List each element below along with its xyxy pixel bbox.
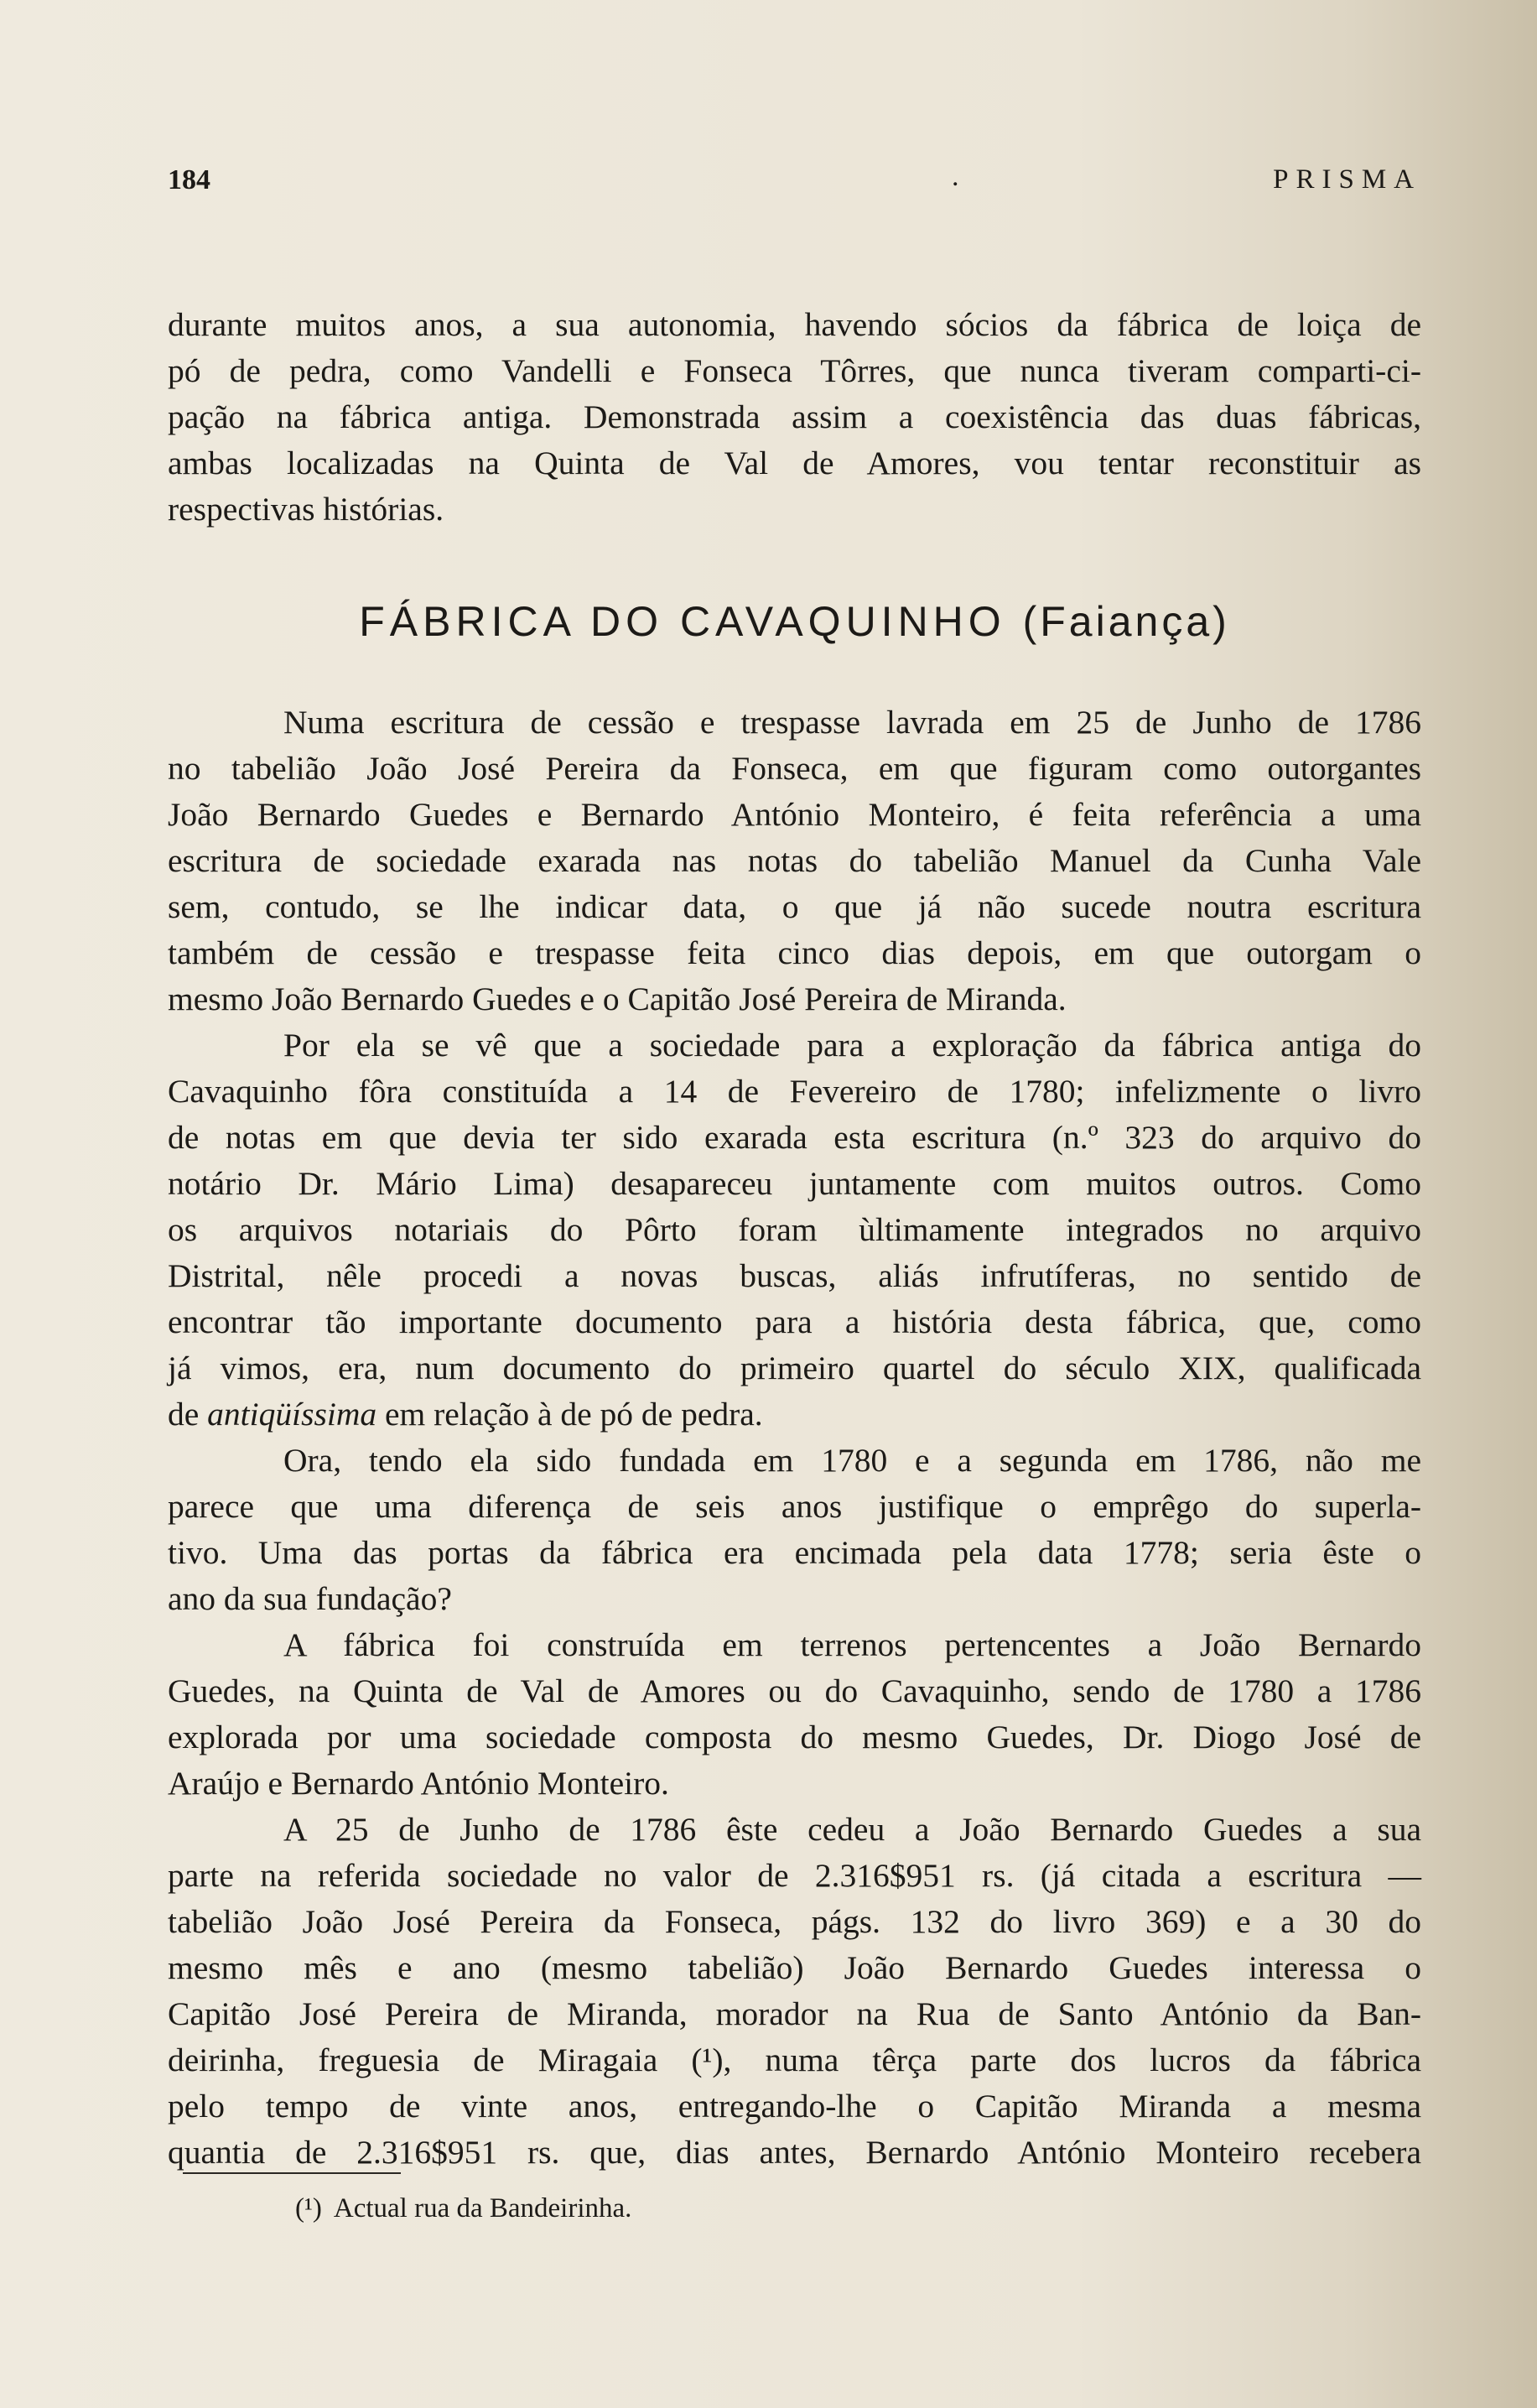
- footnote-divider: [183, 2172, 401, 2174]
- text-fragment: de: [168, 1396, 200, 1433]
- emphasis-word: antiqüíssima: [207, 1396, 377, 1433]
- text-line: já vimos, era, num documento do primeiro quartel do século XIX, qualificada: [168, 1350, 1421, 1386]
- text-line: quantia de 2.316$951 rs. que, dias antes, Bernardo António Monteiro recebera: [168, 2134, 1421, 2171]
- text-line: tivo. Uma das portas da fábrica era encimada pela data 1778; seria êste o: [168, 1534, 1421, 1571]
- text-line: encontrar tão importante documento para a história desta fábrica, que, como: [168, 1303, 1421, 1340]
- text-line: os arquivos notariais do Pôrto foram ùltimamente integrados no arquivo: [168, 1211, 1421, 1248]
- text-line: Numa escritura de cessão e trespasse lavrada em 25 de Junho de 1786: [283, 704, 1421, 741]
- text-line: Cavaquinho fôra constituída a 14 de Fevereiro de 1780; infelizmente o livro: [168, 1073, 1421, 1110]
- text-line: mesmo João Bernardo Guedes e o Capitão José Pereira de Miranda.: [168, 980, 1067, 1017]
- text-line: explorada por uma sociedade composta do mesmo Guedes, Dr. Diogo José de: [168, 1719, 1421, 1755]
- text-line: deirinha, freguesia de Miragaia (¹), numa têrça parte dos lucros da fábrica: [168, 2041, 1421, 2078]
- text-line: durante muitos anos, a sua autonomia, havendo sócios da fábrica de loiça de: [168, 306, 1421, 343]
- text-line: sem, contudo, se lhe indicar data, o que já não sucede noutra escritura: [168, 888, 1421, 925]
- text-line: Por ela se vê que a sociedade para a exploração da fábrica antiga do: [283, 1027, 1421, 1064]
- text-line: ano da sua fundação?: [168, 1580, 452, 1617]
- text-line: Guedes, na Quinta de Val de Amores ou do Cavaquinho, sendo de 1780 a 1786: [168, 1672, 1421, 1709]
- text-line: de notas em que devia ter sido exarada esta escritura (n.º 323 do arquivo do: [168, 1119, 1421, 1156]
- text-line: Capitão José Pereira de Miranda, morador na Rua de Santo António da Ban-: [168, 1995, 1421, 2032]
- text-line: no tabelião João José Pereira da Fonseca, em que figuram como outorgantes: [168, 750, 1421, 787]
- text-line: Araújo e Bernardo António Monteiro.: [168, 1765, 669, 1802]
- text-line: mesmo mês e ano (mesmo tabelião) João Bernardo Guedes interessa o: [168, 1949, 1421, 1986]
- text-line: A 25 de Junho de 1786 êste cedeu a João Bernardo Guedes a sua: [283, 1811, 1421, 1848]
- text-line: respectivas histórias.: [168, 491, 444, 528]
- text-line: também de cessão e trespasse feita cinco dias depois, em que outorgam o: [168, 934, 1421, 971]
- text-line: tabelião João José Pereira da Fonseca, págs. 132 do livro 369) e a 30 do: [168, 1903, 1421, 1940]
- section-heading: [168, 597, 1421, 646]
- section-title: FÁBRICA DO CAVAQUINHO: [359, 598, 1006, 645]
- text-line: João Bernardo Guedes e Bernardo António Monteiro, é feita referência a uma: [168, 796, 1421, 833]
- body-text: [168, 700, 1421, 2176]
- page-header: [168, 161, 1421, 206]
- intro-paragraph: [168, 302, 1421, 533]
- text-line: escritura de sociedade exarada nas notas do tabelião Manuel da Cunha Vale: [168, 842, 1421, 879]
- text-line: Distrital, nêle procedi a novas buscas, aliás infrutíferas, no sentido de: [168, 1257, 1421, 1294]
- section-subtitle: (Faiança): [1022, 598, 1230, 645]
- text-line: notário Dr. Mário Lima) desapareceu juntamente com muitos outros. Como: [168, 1165, 1421, 1202]
- text-line: parte na referida sociedade no valor de 2.316$951 rs. (já citada a escritura —: [168, 1857, 1421, 1894]
- text-line: A fábrica foi construída em terrenos pertencentes a João Bernardo: [283, 1626, 1421, 1663]
- page-number: 184: [168, 164, 210, 195]
- text-line: pó de pedra, como Vandelli e Fonseca Tôrres, que nunca tiveram comparti-ci-: [168, 352, 1421, 389]
- text-line-with-emphasis: [168, 1391, 1421, 1438]
- text-line: pação na fábrica antiga. Demonstrada assim a coexistência das duas fábricas,: [168, 398, 1421, 435]
- running-title: PRISMA: [1273, 164, 1421, 195]
- text-line: pelo tempo de vinte anos, entregando-lhe o Capitão Miranda a mesma: [168, 2088, 1421, 2125]
- text-fragment: em relação à de pó de pedra.: [384, 1396, 763, 1433]
- footnote: [295, 2193, 631, 2224]
- footnote-marker: (¹): [295, 2193, 322, 2223]
- footnote-text: Actual rua da Bandeirinha.: [333, 2193, 632, 2223]
- header-dot: .: [952, 161, 959, 192]
- text-line: parece que uma diferença de seis anos justifique o emprêgo do superla-: [168, 1488, 1421, 1525]
- text-line: ambas localizadas na Quinta de Val de Amores, vou tentar reconstituir as: [168, 445, 1421, 481]
- text-line: Ora, tendo ela sido fundada em 1780 e a segunda em 1786, não me: [283, 1442, 1421, 1479]
